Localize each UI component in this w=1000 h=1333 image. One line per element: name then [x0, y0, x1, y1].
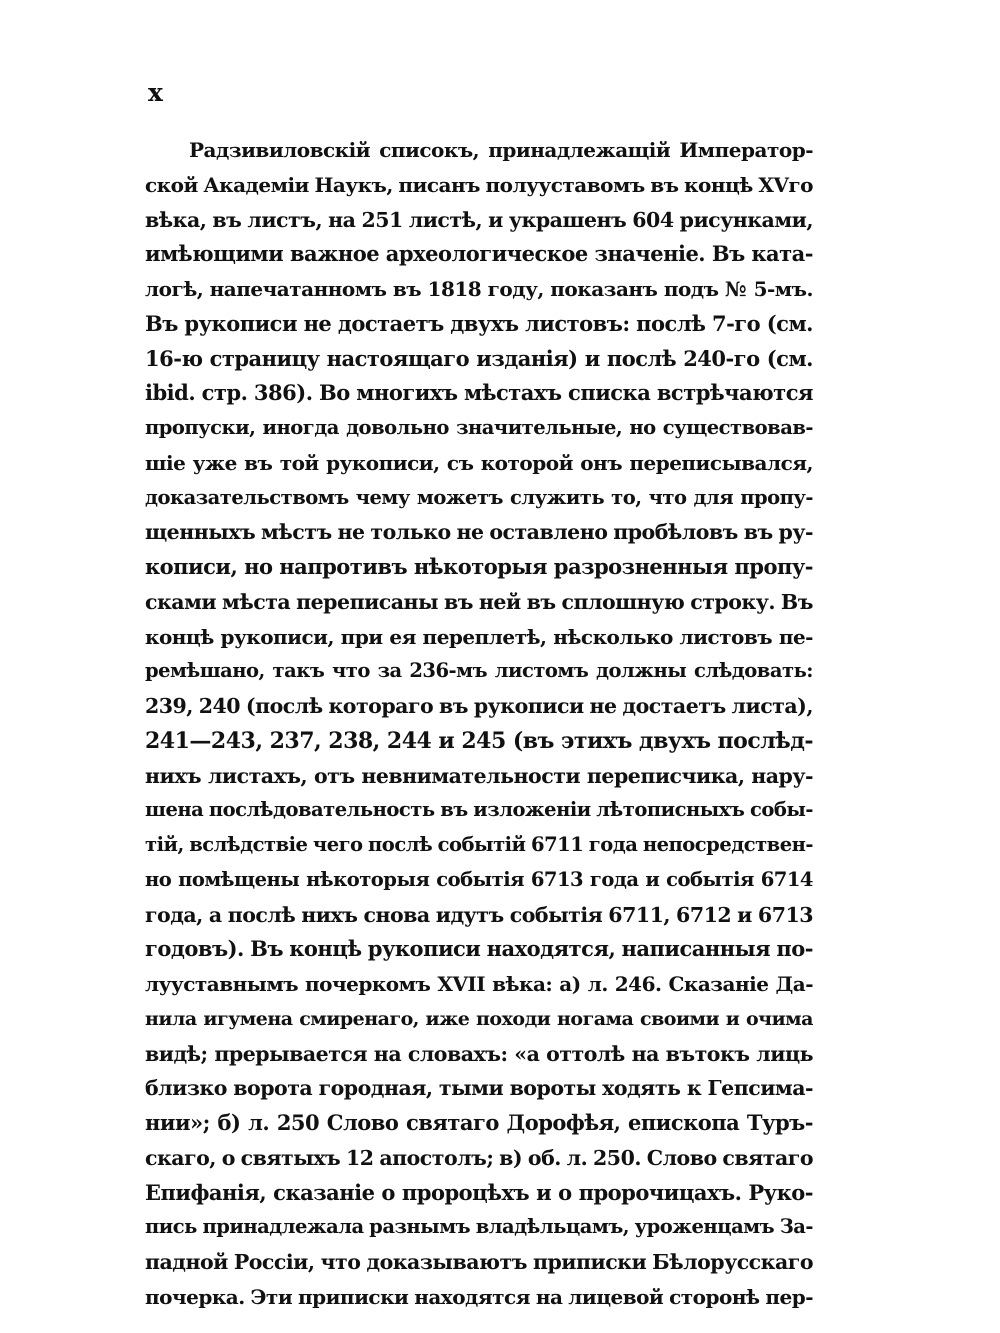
- text-line: годовъ). Въ концѣ рукописи находятся, написанныя по-: [145, 936, 813, 962]
- text-line: пись принадлежала разнымъ владѣльцамъ, уроженцамъ За-: [145, 1215, 813, 1239]
- text-line: сками мѣста переписаны въ ней въ сплошную строку. Въ: [145, 589, 813, 614]
- text-line: видѣ; прерывается на словахъ: «а оттолѣ на вътокъ лиць: [145, 1041, 813, 1066]
- body-paragraph: [145, 133, 813, 1315]
- text-line: 16-ю страницу настоящаго изданія) и послѣ 240-го (см.: [145, 345, 813, 371]
- text-line: года, а послѣ нихъ снова идутъ событія 6711, 6712 и 6713: [145, 902, 813, 927]
- text-line: ibid. стр. 386). Во многихъ мѣстахъ списка встрѣчаются: [145, 380, 813, 406]
- text-line: доказательствомъ чему можетъ служить то, что для пропу-: [145, 485, 813, 509]
- text-line: Въ рукописи не достаетъ двухъ листовъ: послѣ 7-го (см.: [145, 310, 813, 336]
- text-line: щенныхъ мѣстъ не только не оставлено пробѣловъ въ ру-: [145, 520, 813, 545]
- text-line: 241—243, 237, 238, 244 и 245 (въ этихъ двухъ послѣд-: [145, 727, 813, 754]
- text-line: 239, 240 (послѣ котораго въ рукописи не достаетъ листа),: [145, 694, 813, 718]
- page-number: x: [148, 78, 163, 107]
- text-line: близко ворота городная, тыми вороты ходять к Гепсима-: [145, 1076, 813, 1101]
- text-line: шена послѣдовательность въ изложеніи лѣтописныхъ собы-: [145, 798, 813, 822]
- text-line: ской Академіи Наукъ, писанъ полууставомъ въ концѣ XVго: [145, 172, 813, 197]
- text-line: концѣ рукописи, при ея переплетѣ, нѣсколько листовъ пе-: [145, 624, 813, 649]
- text-line: пропуски, иногда довольно значительные, но существовав-: [145, 416, 813, 439]
- text-line: лууставнымъ почеркомъ XVII вѣка: а) л. 246. Сказаніе Да-: [145, 972, 813, 996]
- text-line: почерка. Эти приписки находятся на лицевой сторонѣ пер-: [145, 1284, 813, 1309]
- text-line: шіе уже въ той рукописи, съ которой онъ переписывался,: [145, 450, 813, 475]
- text-line: имѣющими важное археологическое значеніе. Въ ката-: [145, 241, 813, 267]
- text-line: но помѣщены нѣкоторыя событія 6713 года и событія 6714: [145, 867, 813, 891]
- text-line: кописи, но напротивъ нѣкоторыя разрозненныя пропу-: [145, 554, 813, 579]
- text-line: Радзивиловскій списокъ, принадлежащій Император-: [189, 138, 813, 162]
- text-line: нихъ листахъ, отъ невнимательности переписчика, нару-: [145, 763, 813, 788]
- text-line: нии»; б) л. 250 Слово святаго Дорофѣя, епископа Туръ-: [145, 1110, 813, 1135]
- text-line: падной Россіи, что доказываютъ приписки Бѣлорусскаго: [145, 1250, 813, 1274]
- text-line: тій, вслѣдствіе чего послѣ событій 6711 года непосредствен-: [145, 833, 813, 856]
- text-line: скаго, о святыхъ 12 апостолъ; в) об. л. 250. Слово святаго: [145, 1145, 813, 1170]
- text-line: Епифанія, сказаніе о пророцѣхъ и о пророчицахъ. Руко-: [145, 1179, 813, 1205]
- text-line: логѣ, напечатанномъ въ 1818 году, показанъ подъ № 5-мъ.: [145, 277, 813, 301]
- text-line: ремѣшано, такъ что за 236-мъ листомъ должны слѣдовать:: [145, 659, 813, 683]
- text-line: нила игумена смиренаго, иже походи ногама своими и очима: [145, 1007, 813, 1030]
- text-line: вѣка, въ листъ, на 251 листѣ, и украшенъ 604 рисунками,: [145, 207, 813, 232]
